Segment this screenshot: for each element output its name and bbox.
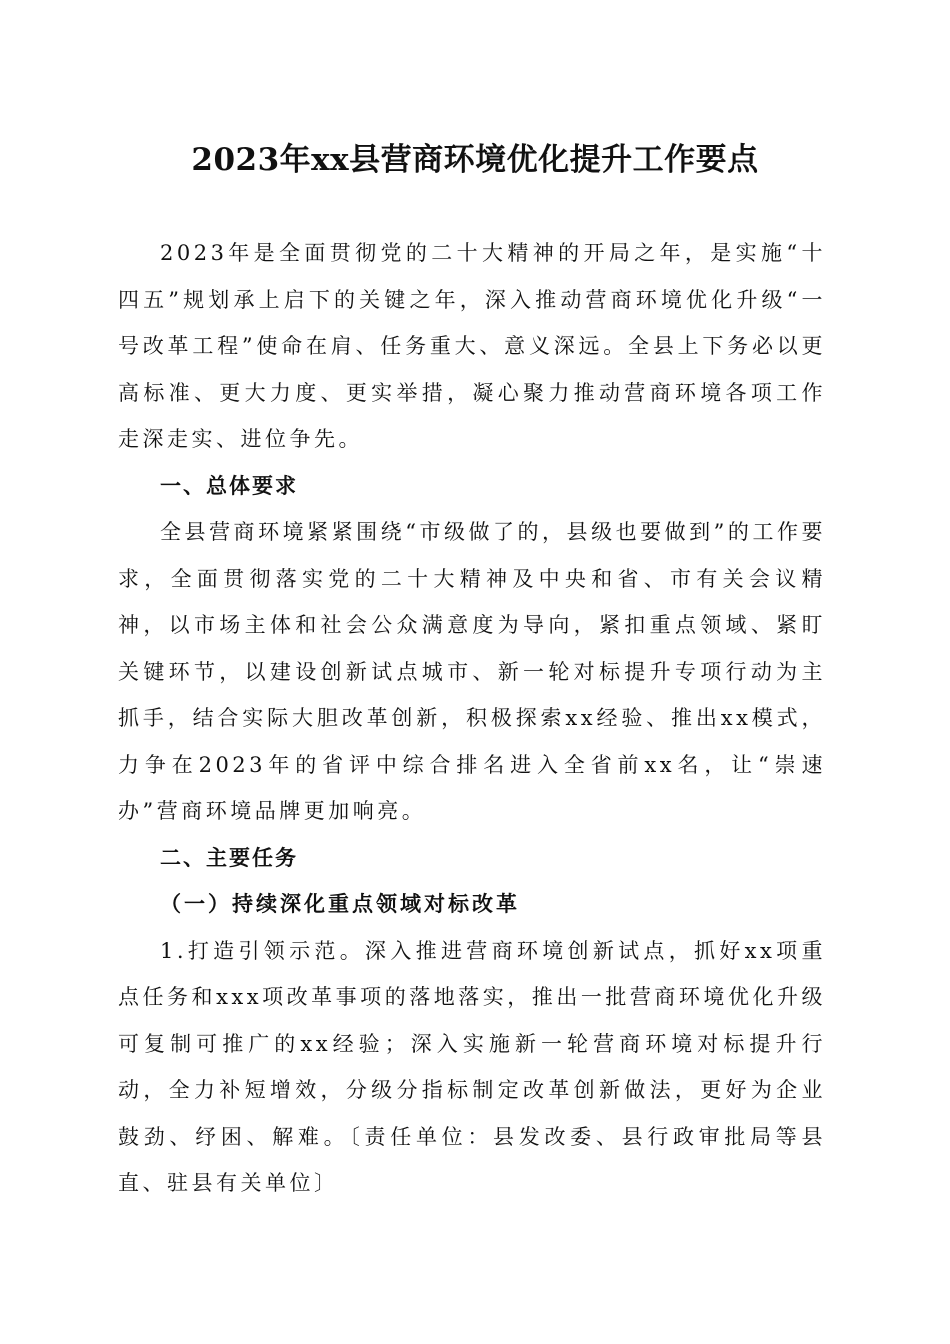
- task-item-paragraph: 1.打造引领示范。深入推进营商环境创新试点，抓好xx项重点任务和xxx项改革事项的落地落实，推出一批营商环境优化升级可复制可推广的xx经验；深入实施新一轮营商环境对标提升行动，全力补短增效，分级分指标制定改革创新做法，更好为企业鼓劲、纾困、解难。〔责任单位：县发改委、县行政审批局等县直、驻县有关单位〕: [118, 938, 826, 1195]
- section-heading-general-requirements: 一、总体要求: [160, 473, 298, 498]
- intro-paragraph: 2023年是全面贯彻党的二十大精神的开局之年，是实施“十四五”规划承上启下的关键之年，深入推动营商环境优化升级“一号改革工程”使命在肩、任务重大、意义深远。全县上下务必以更高标准、更大力度、更实举措，凝心聚力推动营商环境各项工作走深走实、进位争先。: [118, 241, 826, 451]
- section-heading-main-tasks: 二、主要任务: [160, 845, 298, 870]
- document-body: [118, 230, 826, 1207]
- general-requirements-paragraph: 全县营商环境紧紧围绕“市级做了的，县级也要做到”的工作要求，全面贯彻落实党的二十大精神及中央和省、市有关会议精神，以市场主体和社会公众满意度为导向，紧扣重点领域、紧盯关键环节，以建设创新试点城市、新一轮对标提升专项行动为主抓手，结合实际大胆改革创新，积极探索xx经验、推出xx模式，力争在2023年的省评中综合排名进入全省前xx名，让“崇速办”营商环境品牌更加响亮。: [118, 520, 826, 823]
- subsection-heading-reform: （一）持续深化重点领域对标改革: [160, 891, 520, 916]
- document-title: 2023年xx县营商环境优化提升工作要点: [191, 142, 759, 178]
